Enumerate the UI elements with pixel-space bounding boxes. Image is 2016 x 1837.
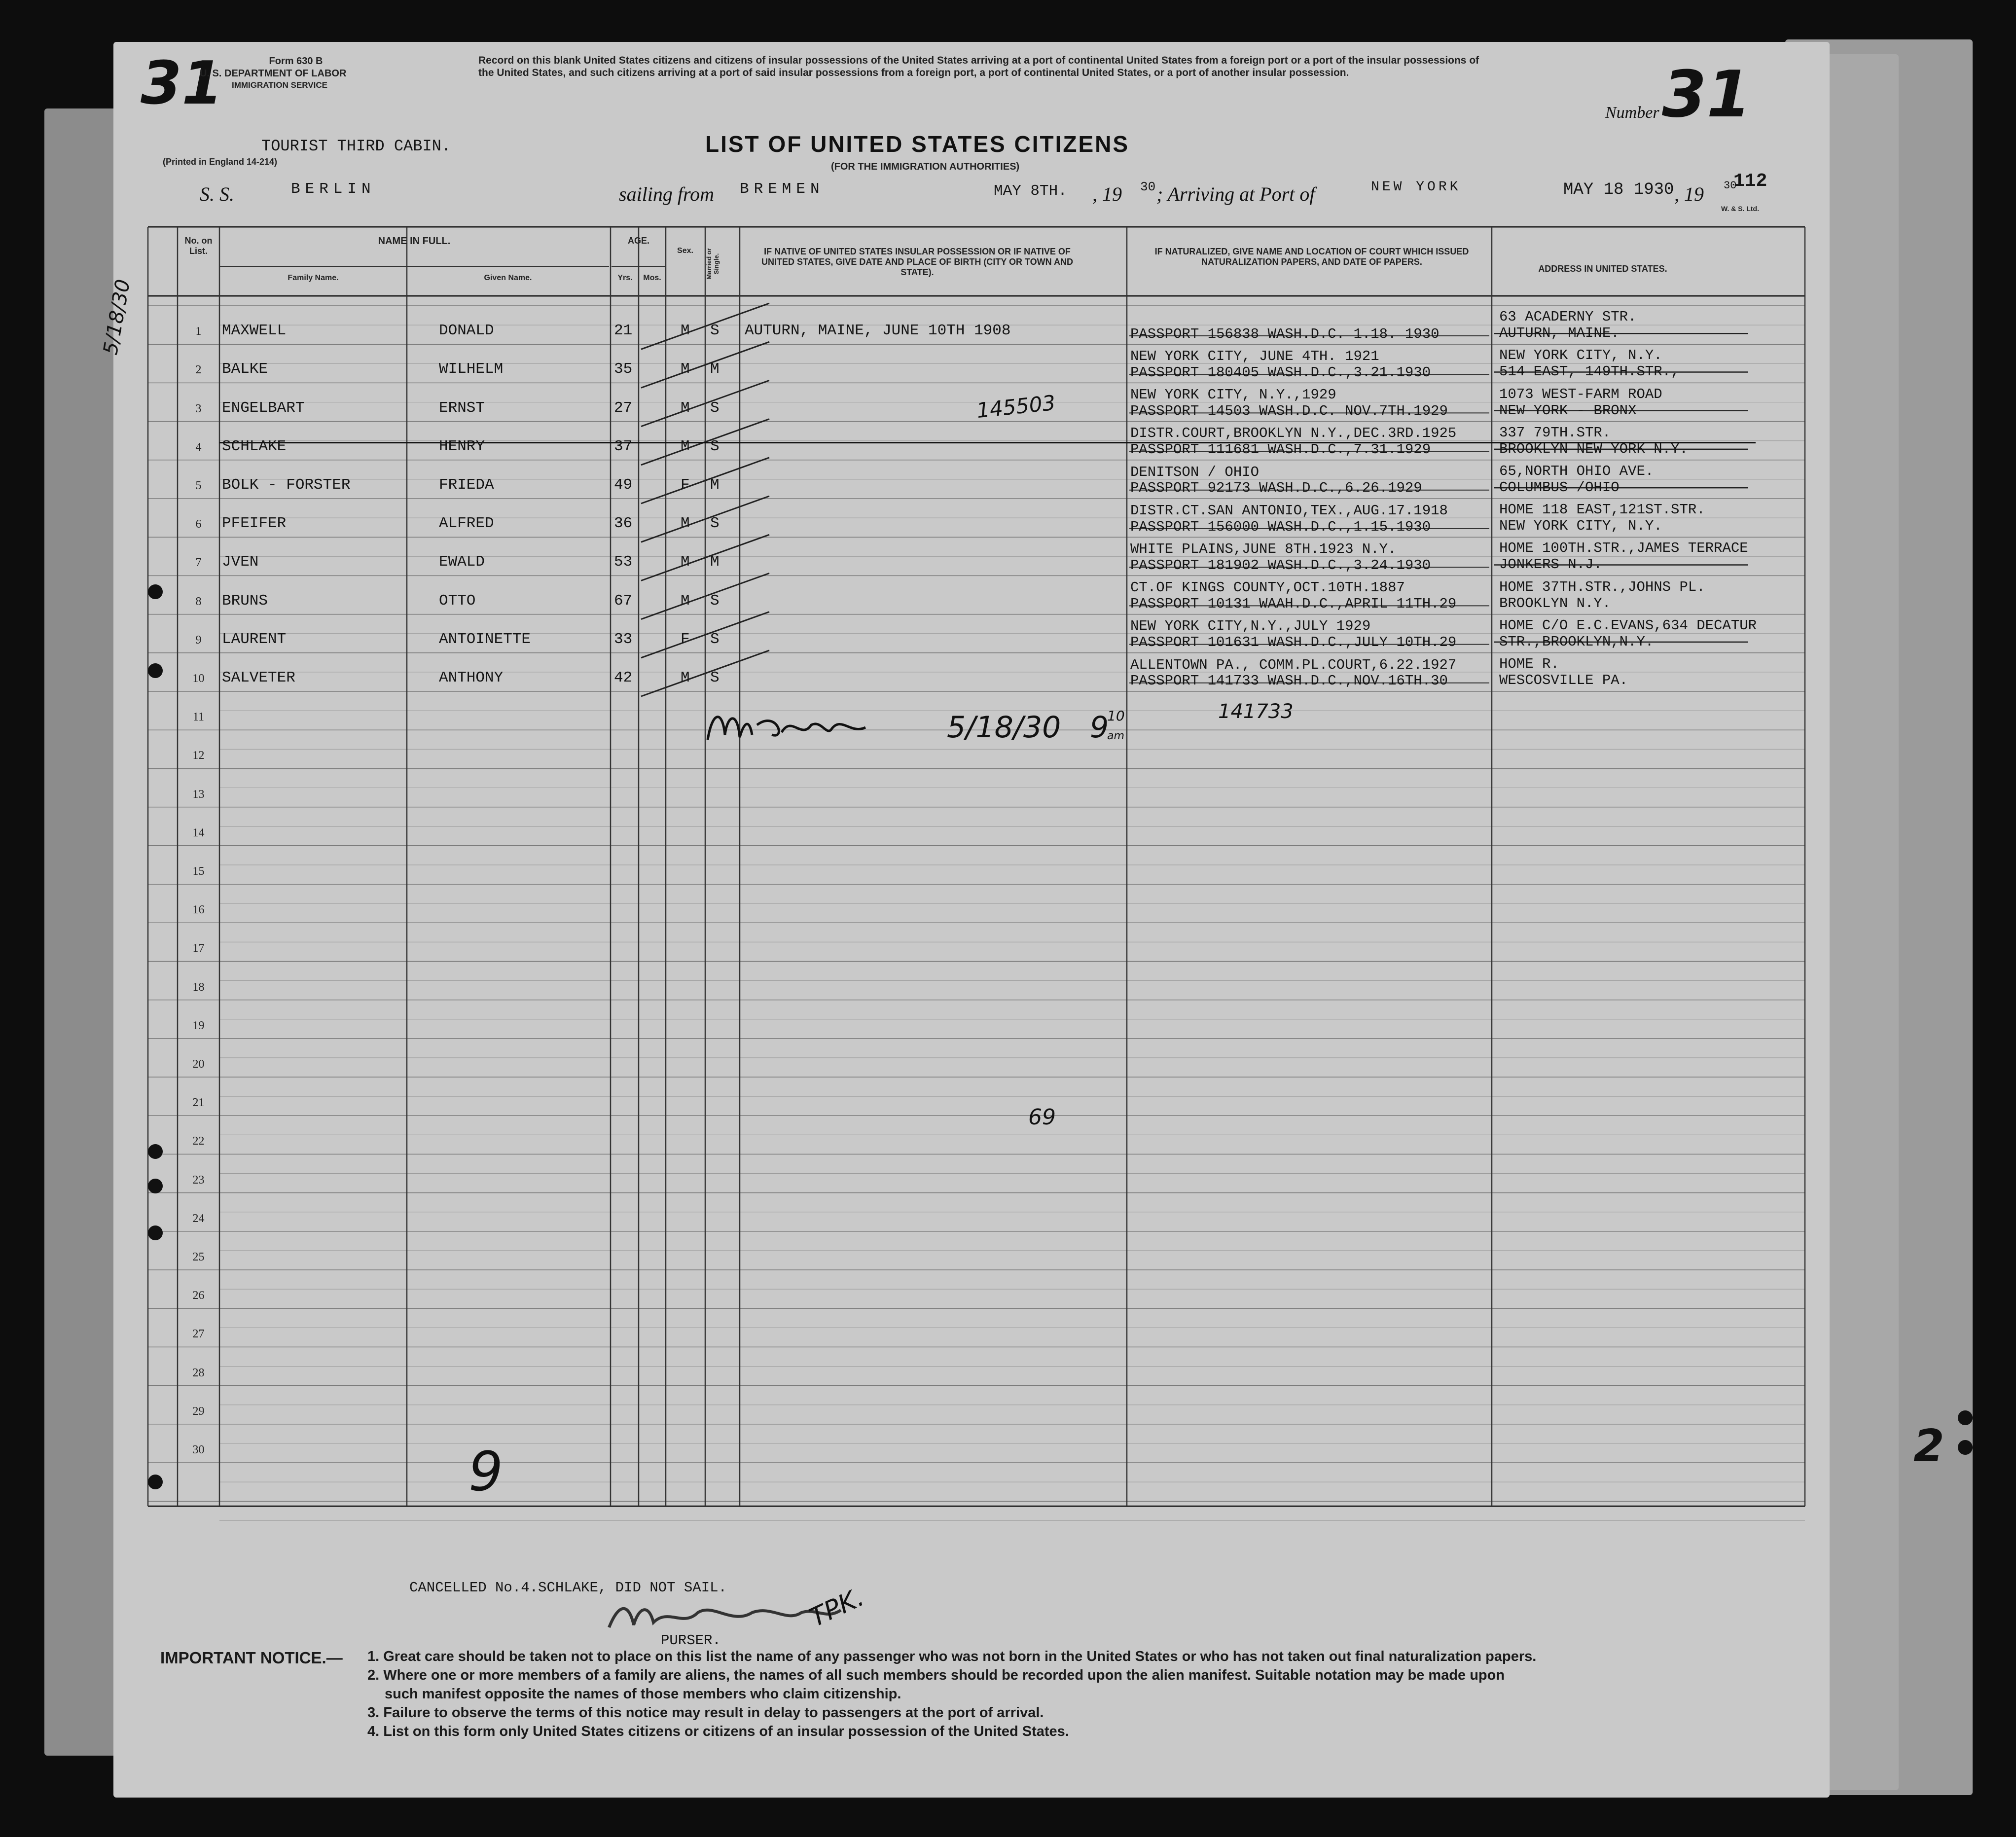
age-years: 53: [614, 553, 633, 571]
row-number: 25: [192, 1250, 205, 1263]
address-line-1: HOME 37TH.STR.,JOHNS PL.: [1499, 578, 1705, 595]
number-value: 31: [1662, 57, 1751, 132]
binder-hole: [148, 663, 163, 678]
year-prefix-2: , 19: [1674, 183, 1704, 205]
marital-status: M: [710, 553, 720, 571]
age-years: 21: [614, 322, 633, 340]
row-number: 21: [192, 1096, 205, 1110]
passport-info: PASSPORT 111681 WASH.D.C.,7.31.1929: [1130, 441, 1431, 458]
passport-info: PASSPORT 10131 WAAH.D.C.,APRIL 11TH.29: [1130, 596, 1457, 612]
notice-label: IMPORTANT NOTICE.—: [160, 1649, 343, 1667]
row-number: 16: [192, 903, 205, 917]
address-line-1: NEW YORK CITY, N.Y.: [1499, 347, 1662, 364]
row-number: 9: [195, 633, 202, 647]
printed-note: (Printed in England 14-214): [163, 157, 278, 167]
row-number: 24: [192, 1212, 205, 1225]
birth-place-date: AUTURN, MAINE, JUNE 10TH 1908: [745, 322, 1011, 340]
age-years: 36: [614, 515, 633, 533]
margin-mark-9: 9: [468, 1440, 503, 1503]
given-name: ALFRED: [439, 515, 494, 533]
corner-number-left: 31: [141, 49, 223, 118]
binder-hole: [1958, 1410, 1973, 1425]
binder-hole: [148, 1475, 163, 1489]
inspector-time: 9: [1090, 710, 1109, 745]
notice-item-2-cont: such manifest opposite the names of those members who claim citizenship.: [385, 1686, 901, 1702]
family-name: BOLK - FORSTER: [222, 476, 351, 494]
row-number: 6: [195, 518, 202, 531]
port-from: BREMEN: [740, 180, 825, 198]
inspector-signature: [703, 705, 890, 750]
row-number: 27: [192, 1328, 205, 1341]
department-label: U. S. DEPARTMENT OF LABOR: [200, 68, 347, 79]
given-name: OTTO: [439, 592, 476, 610]
col-months: Mos.: [643, 274, 661, 282]
address-line-2: NEW YORK - BRONX: [1499, 402, 1637, 419]
naturalization-court: DENITSON / OHIO: [1130, 464, 1260, 480]
arriving-label: ; Arriving at Port of: [1156, 183, 1315, 205]
ss-label: S. S.: [200, 183, 234, 205]
sex: M: [681, 360, 690, 378]
naturalization-court: DISTR.COURT,BROOKLYN N.Y.,DEC.3RD.1925: [1130, 425, 1457, 442]
row-number: 20: [192, 1057, 205, 1071]
purser-label: PURSER.: [661, 1632, 721, 1649]
center-number: 69: [1028, 1105, 1056, 1130]
notice-item-2: 2. Where one or more members of a family are aliens, the names of all such members should be recorded upon the alien manifest. Suitable notation may be made upon: [367, 1667, 1505, 1683]
row-number: 2: [195, 363, 202, 377]
binder-hole: [148, 1144, 163, 1159]
arrival-stamp: MAY 18 1930: [1563, 180, 1674, 199]
page-stamp: 112: [1733, 171, 1767, 192]
family-name: LAURENT: [222, 630, 287, 648]
given-name: EWALD: [439, 553, 485, 571]
address-line-1: 337 79TH.STR.: [1499, 424, 1611, 441]
family-name: JVEN: [222, 553, 259, 571]
sex: F: [681, 476, 690, 494]
sailing-label: sailing from: [619, 183, 714, 205]
row-number: 7: [195, 556, 202, 570]
row-number: 13: [192, 788, 205, 801]
row-number: 14: [192, 826, 205, 839]
naturalization-court: WHITE PLAINS,JUNE 8TH.1923 N.Y.: [1130, 541, 1397, 558]
row-number: 29: [192, 1405, 205, 1418]
inspector-date: 5/18/30: [947, 710, 1061, 745]
passport-info: PASSPORT 156838 WASH.D.C. 1.18. 1930: [1130, 325, 1440, 342]
age-years: 42: [614, 669, 633, 686]
address-line-1: 1073 WEST-FARM ROAD: [1499, 386, 1662, 402]
inspector-am: am: [1107, 730, 1124, 742]
family-name: ENGELBART: [222, 399, 305, 417]
sex: M: [681, 669, 690, 686]
address-line-2: AUTURN, MAINE.: [1499, 325, 1620, 342]
age-years: 35: [614, 360, 633, 378]
number-label: Number: [1605, 104, 1659, 122]
row-number: 8: [195, 595, 202, 608]
address-line-1: HOME R.: [1499, 656, 1559, 673]
printer-mark: W. & S. Ltd.: [1721, 205, 1759, 213]
naturalization-court: NEW YORK CITY, N.Y.,1929: [1130, 387, 1336, 403]
notice-item-1: 1. Great care should be taken not to place on this list the name of any passenger who was not born in the United States or who has not taken out final naturalization papers.: [367, 1649, 1537, 1664]
col-sex: Sex.: [677, 247, 693, 255]
age-years: 27: [614, 399, 633, 417]
page-title: LIST OF UNITED STATES CITIZENS: [705, 131, 1130, 157]
passport-info: PASSPORT 14503 WASH.D.C. NOV.7TH.1929: [1130, 403, 1448, 420]
address-line-2: COLUMBUS /OHIO: [1499, 479, 1620, 496]
sex: M: [681, 592, 690, 610]
port-to: NEW YORK: [1371, 180, 1461, 195]
col-naturalized: IF NATURALIZED, GIVE NAME AND LOCATION OF COURT WHICH ISSUED NATURALIZATION PAPERS, AND DATE OF PAPERS.: [1154, 247, 1469, 267]
passport-info: PASSPORT 181902 WASH.D.C.,3.24.1930: [1130, 557, 1431, 574]
form-number: Form 630 B: [269, 56, 323, 67]
row-number: 15: [192, 864, 205, 878]
address-line-1: HOME 118 EAST,121ST.STR.: [1499, 502, 1705, 518]
notice-item-4: 4. List on this form only United States citizens or citizens of an insular possession of the United States.: [367, 1724, 1069, 1739]
address-line-2: STR.,BROOKLYN,N.Y.: [1499, 633, 1654, 650]
notice-item-3: 3. Failure to observe the terms of this notice may result in delay to passengers at the port of arrival.: [367, 1705, 1044, 1721]
naturalization-court: CT.OF KINGS COUNTY,OCT.10TH.1887: [1130, 579, 1405, 596]
marital-status: S: [710, 399, 720, 417]
col-given-name: Given Name.: [484, 274, 532, 282]
age-years: 49: [614, 476, 633, 494]
address-line-1: 65,NORTH OHIO AVE.: [1499, 463, 1654, 480]
col-no: No. on List.: [184, 236, 213, 256]
given-name: ERNST: [439, 399, 485, 417]
passport-info: PASSPORT 156000 WASH.D.C.,1.15.1930: [1130, 518, 1431, 535]
row-number: 23: [192, 1173, 205, 1187]
naturalization-court: ALLENTOWN PA., COMM.PL.COURT,6.22.1927: [1130, 656, 1457, 673]
inspector-time-sup: 10: [1107, 708, 1125, 724]
marital-status: S: [710, 669, 720, 686]
row-number: 26: [192, 1289, 205, 1302]
address-line-2: BROOKLYN N.Y.: [1499, 595, 1611, 612]
row-number: 10: [192, 672, 205, 685]
col-family-name: Family Name.: [288, 274, 339, 282]
col-years: Yrs.: [617, 274, 633, 282]
sex: M: [681, 437, 690, 455]
row-number: 11: [192, 711, 205, 724]
marital-status: M: [710, 360, 720, 378]
address-line-2: BROOKLYN NEW YORK N.Y.: [1499, 440, 1688, 457]
marital-status: S: [710, 322, 720, 340]
service-label: IMMIGRATION SERVICE: [232, 80, 327, 90]
address-line-1: 63 ACADERNY STR.: [1499, 309, 1637, 325]
row-number: 12: [192, 749, 205, 762]
marital-status: S: [710, 437, 720, 455]
age-years: 67: [614, 592, 633, 610]
sex: F: [681, 630, 690, 648]
sex: M: [681, 553, 690, 571]
address-line-2: 514 EAST, 149TH.STR.,: [1499, 363, 1680, 380]
family-name: SALVETER: [222, 669, 295, 686]
naturalization-court: NEW YORK CITY,N.Y.,JULY 1929: [1130, 618, 1371, 635]
col-name-in-full: NAME IN FULL.: [378, 236, 451, 247]
address-line-2: NEW YORK CITY, N.Y.: [1499, 518, 1662, 535]
row-number: 19: [192, 1019, 205, 1032]
binder-hole: [148, 584, 163, 599]
page-subtitle: (FOR THE IMMIGRATION AUTHORITIES): [831, 161, 1020, 172]
marital-status: S: [710, 592, 720, 610]
col-native: IF NATIVE OF UNITED STATES INSULAR POSSESSION OR IF NATIVE OF UNITED STATES, GIVE DATE AND PLACE OF BIRTH (CITY OR TOWN AND STATE).: [761, 247, 1073, 277]
row-number: 17: [192, 942, 205, 955]
address-line-2: WESCOSVILLE PA.: [1499, 672, 1628, 688]
naturalization-court: DISTR.CT.SAN ANTONIO,TEX.,AUG.17.1918: [1130, 502, 1448, 519]
margin-mark-2: 2: [1913, 1420, 1944, 1472]
class-label: TOURIST THIRD CABIN.: [261, 137, 451, 155]
row-number: 5: [195, 479, 202, 492]
arrival-year: 30: [1724, 180, 1737, 192]
given-name: ANTHONY: [439, 669, 504, 686]
given-name: ANTOINETTE: [439, 630, 531, 648]
passport-info: PASSPORT 101631 WASH.D.C.,JULY 10TH.29: [1130, 634, 1457, 651]
sailing-year: 30: [1140, 180, 1156, 194]
family-name: MAXWELL: [222, 322, 287, 340]
family-name: PFEIFER: [222, 515, 287, 533]
passport-info: PASSPORT 141733 WASH.D.C.,NOV.16TH.30: [1130, 673, 1448, 689]
given-name: WILHELM: [439, 360, 504, 378]
sex: M: [681, 322, 690, 340]
row-number: 4: [195, 440, 202, 454]
address-line-1: HOME 100TH.STR.,JAMES TERRACE: [1499, 540, 1748, 557]
passport-info: PASSPORT 180405 WASH.D.C.,3.21.1930: [1130, 364, 1431, 381]
binder-hole: [148, 1179, 163, 1193]
handwritten-passport-note-2: 141733: [1218, 700, 1294, 723]
cancelled-note: CANCELLED No.4.SCHLAKE, DID NOT SAIL.: [409, 1580, 727, 1596]
passport-info: PASSPORT 92173 WASH.D.C.,6.26.1929: [1130, 480, 1422, 497]
given-name: HENRY: [439, 437, 485, 455]
marital-status: M: [710, 476, 720, 494]
age-years: 37: [614, 437, 633, 455]
family-name: BALKE: [222, 360, 268, 378]
sex: M: [681, 399, 690, 417]
row-number: 28: [192, 1366, 205, 1379]
col-age: AGE.: [627, 236, 649, 246]
year-prefix: , 19: [1092, 183, 1122, 205]
ship-name: BERLIN: [291, 180, 376, 198]
marital-status: S: [710, 515, 720, 533]
address-line-1: HOME C/O E.C.EVANS,634 DECATUR: [1499, 617, 1757, 634]
handwritten-passport-note: 145503: [975, 390, 1057, 423]
given-name: DONALD: [439, 322, 494, 340]
family-name: SCHLAKE: [222, 437, 287, 455]
row-number: 22: [192, 1135, 205, 1148]
margin-date: 5/18/30: [99, 278, 135, 357]
row-number: 1: [195, 325, 202, 338]
naturalization-court: NEW YORK CITY, JUNE 4TH. 1921: [1130, 348, 1379, 365]
given-name: FRIEDA: [439, 476, 494, 494]
row-number: 18: [192, 980, 205, 994]
row-number: 30: [192, 1443, 205, 1456]
address-line-2: JONKERS N.J.: [1499, 556, 1602, 573]
col-married: Married or Single.: [705, 248, 720, 280]
row-number: 3: [195, 402, 202, 415]
col-address: ADDRESS IN UNITED STATES.: [1538, 264, 1667, 274]
binder-hole: [1958, 1440, 1973, 1455]
binder-hole: [148, 1225, 163, 1240]
sailing-date: MAY 8TH.: [994, 182, 1067, 200]
purser-initials: TPK.: [805, 1582, 869, 1633]
age-years: 33: [614, 630, 633, 648]
record-notice: Record on this blank United States citizens and citizens of insular possessions of the United States arriving at a port of continental United States from a foreign port or a port of the insular possessions of the United States, and such citizens arriving at a port of said insular possessions from a foreign port, a port of continental United States, or a port of another insular possession.: [478, 55, 1479, 78]
sex: M: [681, 515, 690, 533]
marital-status: S: [710, 630, 720, 648]
family-name: BRUNS: [222, 592, 268, 610]
